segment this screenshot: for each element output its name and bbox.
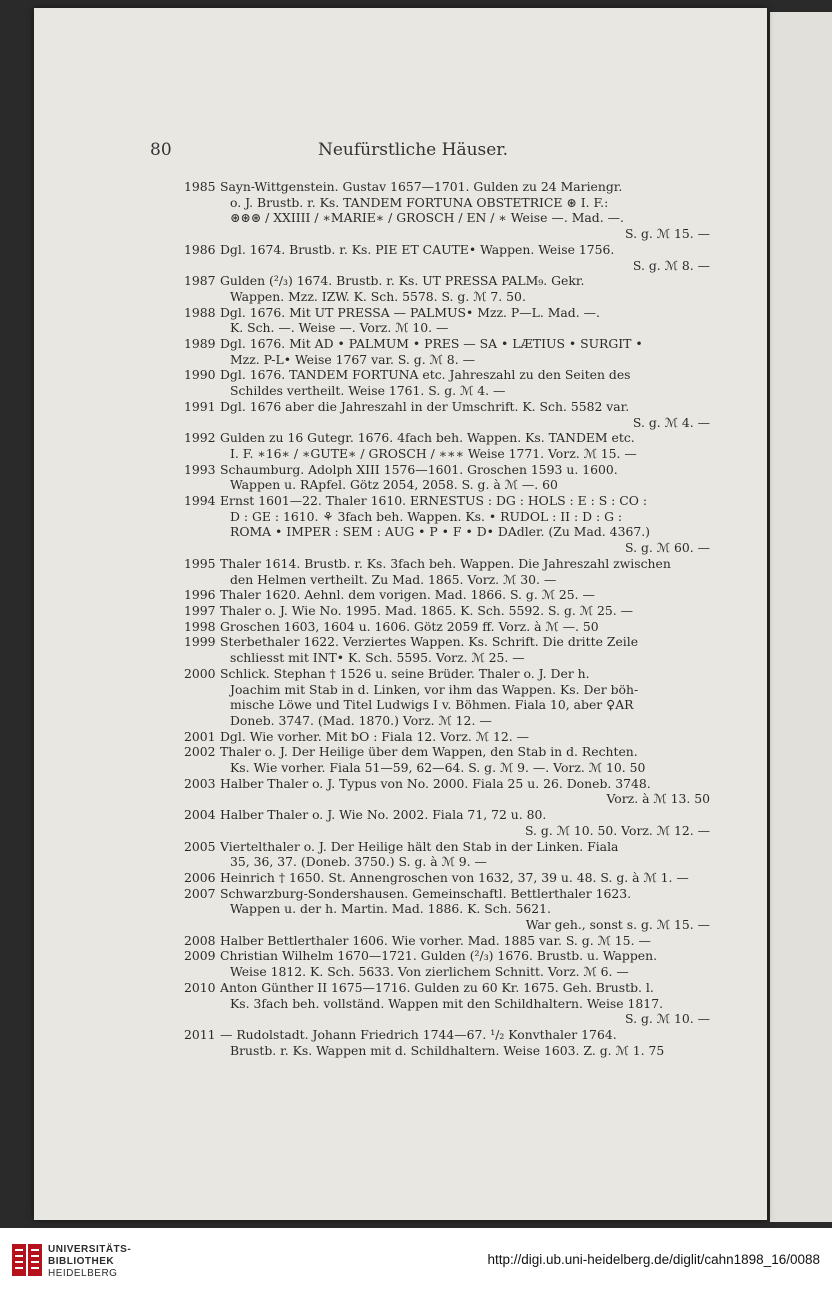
entry-line: S. g. ℳ 10. 50. Vorz. ℳ 12. —	[524, 822, 710, 838]
catalogue-entry	[150, 619, 710, 635]
entry-line: Thaler o. J. Wie No. 1995. Mad. 1865. K. Sch. 5592. S. g. ℳ 25. —	[220, 602, 633, 618]
library-logo-icon	[10, 1240, 44, 1280]
catalogue-entry	[150, 367, 710, 398]
catalogue-entry	[150, 666, 710, 729]
entry-line: Ernst 1601—22. Thaler 1610. ERNESTUS : DG : HOLS : E : S : CO :	[220, 493, 647, 509]
facing-page-edge	[770, 12, 832, 1222]
entry-line: Halber Thaler o. J. Wie No. 2002. Fiala 71, 72 u. 80.	[220, 807, 547, 823]
entry-line: Sayn-Wittgenstein. Gustav 1657—1701. Gulden zu 24 Mariengr.	[220, 179, 623, 194]
catalogue-entry	[150, 242, 710, 273]
entry-line: Dgl. 1674. Brustb. r. Ks. PIE ET CAUTE• Wappen. Weise 1756.	[220, 241, 615, 257]
entry-line: o. J. Brustb. r. Ks. TANDEM FORTUNA OBSTETRICE ⊛ I. F.:	[230, 194, 609, 210]
entry-number: 2002	[184, 744, 216, 760]
entry-number: 2005	[184, 838, 216, 854]
entry-number: 2008	[184, 932, 216, 948]
catalogue-entry	[150, 870, 710, 886]
entry-number: 2004	[184, 807, 216, 823]
catalogue-entry	[150, 634, 710, 665]
catalogue-entry	[150, 399, 710, 430]
entry-line: Wappen u. RApfel. Götz 2054, 2058. S. g. à ℳ —. 60	[230, 477, 558, 493]
entry-line: Gulden zu 16 Gutegr. 1676. 4fach beh. Wappen. Ks. TANDEM etc.	[220, 430, 635, 446]
catalogue-entry	[150, 556, 710, 587]
footer-bar	[0, 1228, 832, 1295]
catalogue-entry	[150, 336, 710, 367]
entry-number: 1994	[184, 493, 216, 509]
entry-line: den Helmen vertheilt. Zu Mad. 1865. Vorz. ℳ 30. —	[230, 571, 557, 587]
catalogue-entry	[150, 1027, 710, 1058]
entry-line: S. g. ℳ 10. —	[625, 1011, 710, 1027]
entry-number: 2001	[184, 728, 216, 744]
entry-line: — Rudolstadt. Johann Friedrich 1744—67. ¹/₂ Konvthaler 1764.	[220, 1026, 617, 1042]
entry-number: 1992	[184, 430, 216, 446]
entry-line: S. g. ℳ 4. —	[632, 414, 710, 430]
entry-number: 1996	[184, 587, 216, 603]
catalogue-entry	[150, 493, 710, 556]
catalogue-entry	[150, 729, 710, 745]
entry-line: War geh., sonst s. g. ℳ 15. —	[525, 917, 710, 933]
entry-number: 1998	[184, 618, 216, 634]
entry-line: Brustb. r. Ks. Wappen mit d. Schildhaltern. Weise 1603. Z. g. ℳ 1. 75	[230, 1042, 665, 1058]
entry-line: Gulden (²/₃) 1674. Brustb. r. Ks. UT PRESSA PALM₉. Gekr.	[220, 273, 585, 289]
entry-line: Dgl. 1676 aber die Jahreszahl in der Umschrift. K. Sch. 5582 var.	[220, 398, 630, 414]
entry-line: Schildes vertheilt. Weise 1761. S. g. ℳ 4. —	[230, 383, 506, 399]
logo-text-line3: HEIDELBERG	[48, 1268, 118, 1279]
entry-number: 1989	[184, 336, 216, 352]
entry-number: 1988	[184, 304, 216, 320]
entry-line: S. g. ℳ 15. —	[625, 226, 710, 242]
entry-line: Sterbethaler 1622. Verziertes Wappen. Ks. Schrift. Die dritte Zeile	[220, 634, 639, 650]
library-logo[interactable]	[10, 1238, 150, 1286]
entry-line: Mzz. P-L• Weise 1767 var. S. g. ℳ 8. —	[230, 351, 475, 367]
entry-line: Halber Bettlerthaler 1606. Wie vorher. Mad. 1885 var. S. g. ℳ 15. —	[220, 932, 651, 948]
catalogue-entry	[150, 980, 710, 1027]
entry-number: 2007	[184, 885, 216, 901]
entry-line: Heinrich † 1650. St. Annengroschen von 1632, 37, 39 u. 48. S. g. à ℳ 1. —	[220, 869, 689, 885]
logo-text-line2: BIBLIOTHEK	[48, 1256, 115, 1267]
entry-line: D : GE : 1610. ⚘ 3fach beh. Wappen. Ks. • RUDOL : II : D : G :	[230, 508, 623, 524]
entry-line: Christian Wilhelm 1670—1721. Gulden (²/₃) 1676. Brustb. u. Wappen.	[220, 948, 658, 964]
entry-line: Thaler 1620. Aehnl. dem vorigen. Mad. 1866. S. g. ℳ 25. —	[220, 587, 595, 603]
catalogue-entry	[150, 179, 710, 242]
catalogue-entry	[150, 839, 710, 870]
permalink-url[interactable]: http://digi.ub.uni-heidelberg.de/diglit/cahn1898_16/0088	[487, 1252, 820, 1267]
entry-line: Weise 1812. K. Sch. 5633. Von zierlichem Schnitt. Vorz. ℳ 6. —	[230, 964, 629, 980]
entry-number: 1997	[184, 602, 216, 618]
catalogue-entry	[150, 603, 710, 619]
entry-number: 1990	[184, 367, 216, 383]
entry-line: Ks. 3fach beh. vollständ. Wappen mit den Schildhaltern. Weise 1817.	[230, 995, 664, 1011]
entry-number: 2009	[184, 948, 216, 964]
entry-line: Halber Thaler o. J. Typus von No. 2000. Fiala 25 u. 26. Doneb. 3748.	[220, 775, 651, 791]
catalogue-entry	[150, 305, 710, 336]
catalogue-entries	[150, 179, 710, 1058]
entry-line: Joachim mit Stab in d. Linken, vor ihm das Wappen. Ks. Der böh-	[230, 681, 639, 697]
catalogue-entry	[150, 273, 710, 304]
entry-line: Schaumburg. Adolph XIII 1576—1601. Groschen 1593 u. 1600.	[220, 461, 618, 477]
entry-number: 2010	[184, 979, 216, 995]
entry-line: Viertelthaler o. J. Der Heilige hält den Stab in der Linken. Fiala	[220, 838, 619, 854]
entry-line: Dgl. 1676. TANDEM FORTUNA etc. Jahreszahl zu den Seiten des	[220, 367, 631, 383]
page-header	[150, 140, 710, 166]
entry-line: K. Sch. —. Weise —. Vorz. ℳ 10. —	[230, 320, 449, 336]
entry-line: Dgl. 1676. Mit UT PRESSA — PALMUS• Mzz. P—L. Mad. —.	[220, 304, 600, 320]
entry-number: 1993	[184, 461, 216, 477]
catalogue-entry	[150, 886, 710, 933]
page-title: Neufürstliche Häuser.	[318, 140, 508, 160]
entry-line: S. g. ℳ 8. —	[632, 257, 710, 273]
logo-text-line1: UNIVERSITÄTS-	[48, 1244, 132, 1255]
entry-number: 1987	[184, 273, 216, 289]
catalogue-entry	[150, 933, 710, 949]
entry-line: Dgl. Wie vorher. Mit ƀO : Fiala 12. Vorz. ℳ 12. —	[220, 728, 530, 744]
entry-line: schliesst mit INT• K. Sch. 5595. Vorz. ℳ 25. —	[230, 650, 525, 666]
entry-line: I. F. ∗16∗ / ∗GUTE∗ / GROSCH / ∗∗∗ Weise 1771. Vorz. ℳ 15. —	[230, 445, 637, 461]
entry-line: Schwarzburg-Sondershausen. Gemeinschaftl. Bettlerthaler 1623.	[220, 885, 632, 901]
entry-number: 1995	[184, 555, 216, 571]
entry-line: Wappen. Mzz. IZW. K. Sch. 5578. S. g. ℳ 7. 50.	[230, 288, 526, 304]
entry-line: Anton Günther II 1675—1716. Gulden zu 60 Kr. 1675. Geh. Brustb. l.	[220, 979, 654, 995]
catalogue-entry	[150, 462, 710, 493]
entry-number: 1985	[184, 179, 216, 194]
entry-line: ROMA • IMPER : SEM : AUG • P • F • D• DAdler. (Zu Mad. 4367.)	[230, 524, 650, 540]
entry-line: Ks. Wie vorher. Fiala 51—59, 62—64. S. g. ℳ 9. —. Vorz. ℳ 10. 50	[230, 760, 646, 776]
entry-number: 1999	[184, 634, 216, 650]
entry-line: Thaler o. J. Der Heilige über dem Wappen, den Stab in d. Rechten.	[220, 744, 638, 760]
catalogue-entry	[150, 744, 710, 775]
entry-number: 2000	[184, 665, 216, 681]
entry-number: 2011	[184, 1026, 216, 1042]
entry-line: Thaler 1614. Brustb. r. Ks. 3fach beh. Wappen. Die Jahreszahl zwischen	[220, 555, 671, 571]
catalogue-entry	[150, 948, 710, 979]
catalogue-entry	[150, 776, 710, 807]
entry-line: Wappen u. der h. Martin. Mad. 1886. K. Sch. 5621.	[230, 901, 551, 917]
entry-line: Doneb. 3747. (Mad. 1870.) Vorz. ℳ 12. —	[230, 712, 492, 728]
entry-number: 2003	[184, 775, 216, 791]
entry-line: Groschen 1603, 1604 u. 1606. Götz 2059 ff. Vorz. à ℳ —. 50	[220, 618, 599, 634]
entry-line: ⊛⊛⊛ / XXIIII / ∗MARIE∗ / GROSCH / EN / ∗ Weise —. Mad. —.	[230, 210, 624, 226]
page-number: 80	[150, 140, 172, 160]
entry-line: Schlick. Stephan † 1526 u. seine Brüder. Thaler o. J. Der h.	[220, 665, 590, 681]
catalogue-entry	[150, 430, 710, 461]
entry-line: Vorz. à ℳ 13. 50	[606, 791, 710, 807]
entry-line: S. g. ℳ 60. —	[625, 540, 710, 556]
entry-number: 2006	[184, 869, 216, 885]
entry-line: 35, 36, 37. (Doneb. 3750.) S. g. à ℳ 9. —	[230, 854, 487, 870]
entry-line: Dgl. 1676. Mit AD • PALMUM • PRES — SA • LÆTIUS • SURGIT •	[220, 336, 643, 352]
catalogue-entry	[150, 587, 710, 603]
entry-number: 1991	[184, 398, 216, 414]
entry-number: 1986	[184, 241, 216, 257]
catalogue-entry	[150, 807, 710, 838]
entry-line: mische Löwe und Titel Ludwigs I v. Böhmen. Fiala 10, aber ♀AR	[230, 697, 634, 713]
